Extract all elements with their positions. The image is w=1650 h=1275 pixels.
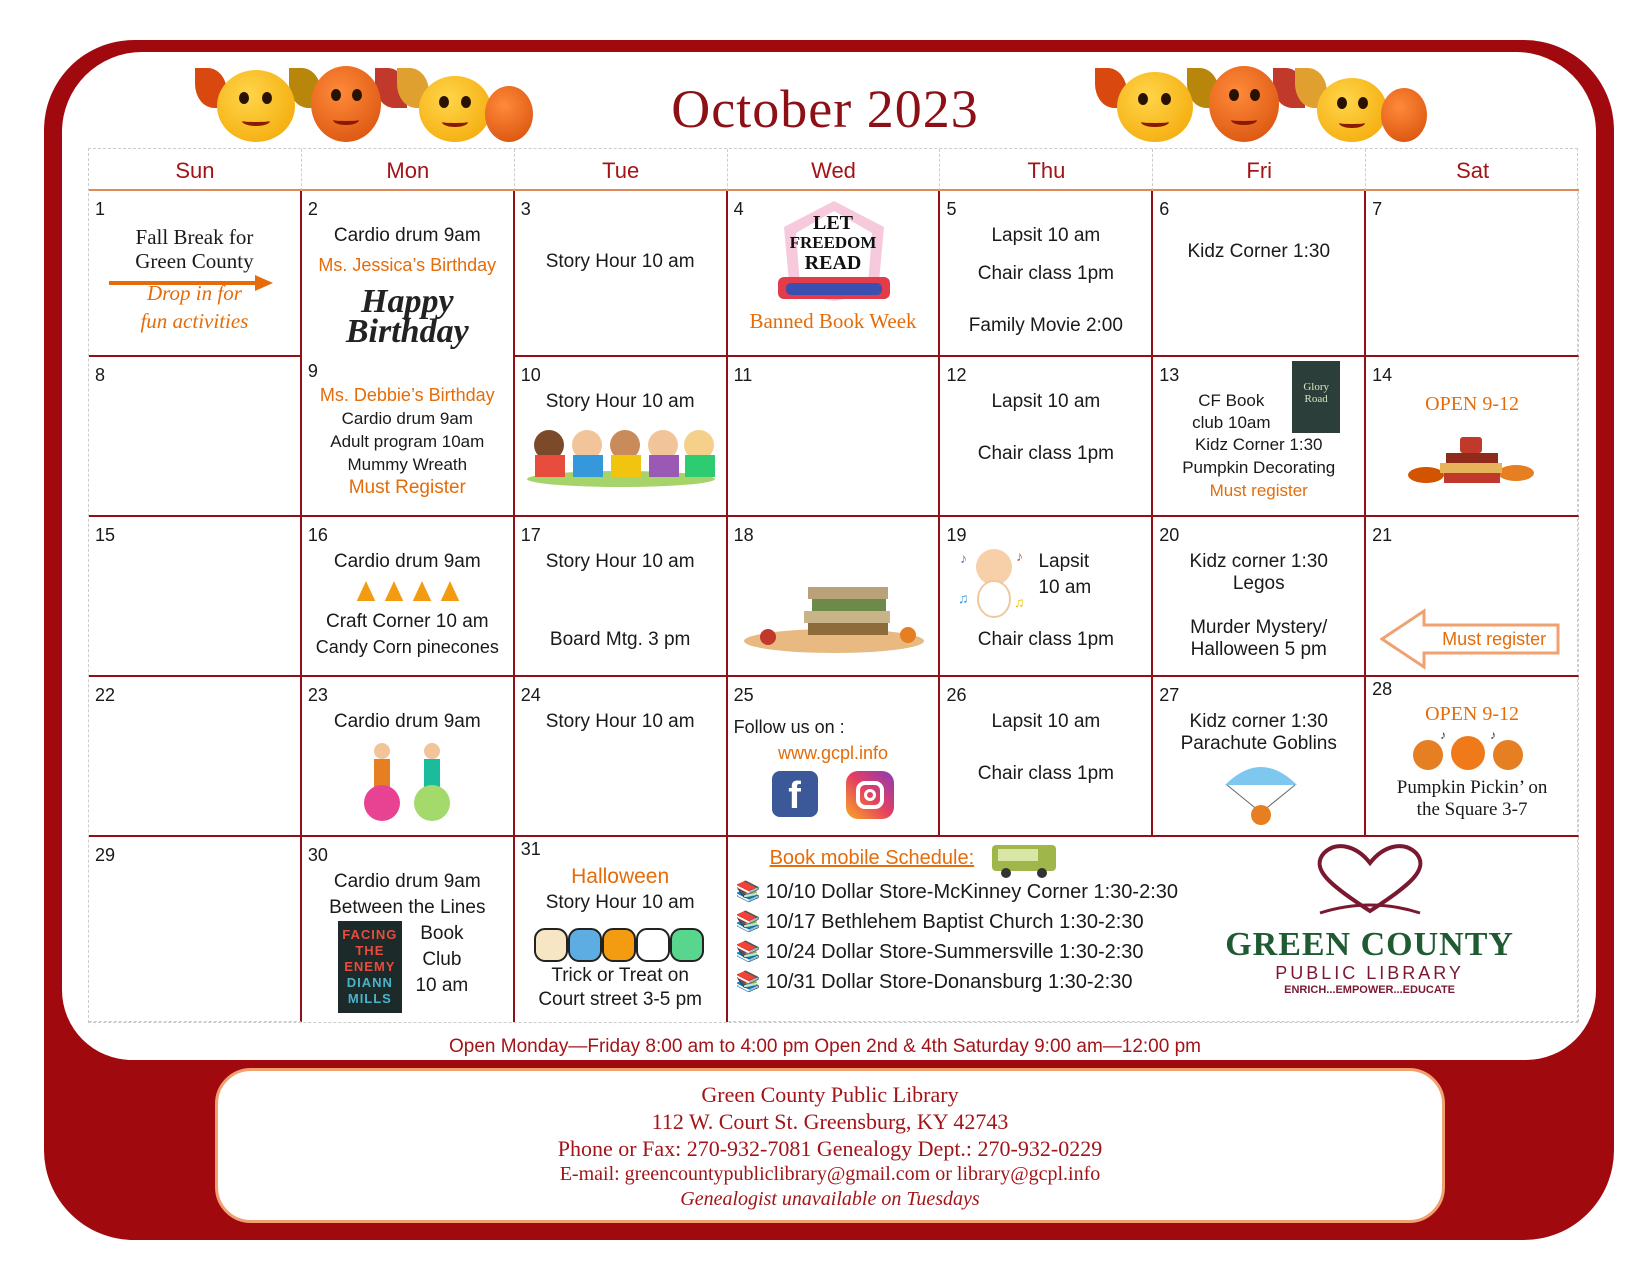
event-text: Cardio drum 9am: [333, 711, 481, 732]
event-text: Kidz corner 1:30: [1189, 551, 1328, 572]
day-cell-16: [302, 517, 515, 677]
day-cell-9: [302, 357, 515, 517]
day-number: 23: [307, 685, 328, 705]
day-cell-4: [728, 191, 941, 357]
event-text: 10 am: [1038, 577, 1092, 598]
event-text: Must Register: [348, 477, 466, 498]
glory-road-book-cover: Glory Road: [1292, 361, 1340, 433]
genealogy-note: Genealogist unavailable on Tuesdays: [680, 1188, 980, 1210]
drum-fitness-illustration: [352, 741, 462, 831]
day-number: 20: [1159, 525, 1180, 545]
facing-the-enemy-book-cover: FACING THE ENEMY DIANN MILLS: [338, 921, 402, 1013]
day-number: 21: [1372, 525, 1393, 545]
event-text: Family Movie 2:00: [968, 315, 1123, 336]
bookmobile-heading: Book mobile Schedule:: [769, 847, 975, 869]
event-text: Kidz corner 1:30: [1189, 711, 1328, 732]
pumpkin-decoration-right: [1095, 62, 1460, 142]
bookmobile-stop: 📚 10/24 Dollar Store-Summersville 1:30-2:30: [736, 937, 1178, 967]
day-cell-19: [940, 517, 1153, 677]
heart-book-logo-icon: [1290, 841, 1450, 923]
event-text: Board Mtg. 3 pm: [549, 629, 691, 650]
day-number: 12: [946, 365, 967, 385]
bookmobile-bus-icon: [990, 841, 1060, 879]
day-cell-20: [1153, 517, 1366, 677]
bookmobile-stop: 📚 10/17 Bethlehem Baptist Church 1:30-2:30: [736, 907, 1178, 937]
day-cell-2: [302, 191, 515, 357]
event-text: Story Hour 10 am: [545, 892, 695, 913]
event-text: club 10am: [1192, 413, 1271, 432]
day-cell-13: [1153, 357, 1366, 517]
svg-text:♫: ♫: [1014, 594, 1025, 610]
day-number: 28: [1372, 679, 1393, 699]
event-text: Cardio drum 9am: [333, 551, 481, 572]
facebook-icon[interactable]: f: [772, 771, 818, 817]
day-cell-23: [302, 677, 515, 837]
kids-reading-illustration: [525, 421, 717, 487]
event-text: Drop in for: [146, 281, 242, 305]
day-number: 7: [1372, 199, 1383, 219]
event-text: Parachute Goblins: [1180, 733, 1337, 754]
calendar-title: October 2023: [671, 79, 979, 139]
day-cell-1: [89, 191, 302, 357]
event-text: Chair class 1pm: [977, 263, 1114, 284]
parachute-goblin-illustration: [1221, 759, 1301, 833]
event-text: OPEN 9-12: [1425, 393, 1520, 415]
event-text: OPEN 9-12: [1425, 703, 1520, 725]
event-text: Pumpkin Pickin’ on: [1396, 777, 1548, 798]
day-cell-8: [89, 357, 302, 517]
day-cell-17: [515, 517, 728, 677]
day-header-sat: Sat: [1366, 149, 1579, 191]
event-text: fun activities: [140, 309, 249, 333]
svg-text:♪: ♪: [1440, 729, 1447, 742]
bookmobile-stop: 📚 10/10 Dollar Store-McKinney Corner 1:30-2:30: [736, 877, 1178, 907]
event-text: Lapsit 10 am: [991, 711, 1101, 732]
svg-text:♪: ♪: [1490, 729, 1497, 742]
event-text: the Square 3-7: [1416, 799, 1528, 820]
autumn-books-tea-illustration: [1406, 425, 1536, 499]
day-number: 2: [307, 199, 318, 219]
baby-music-illustration: [958, 543, 1028, 623]
day-cell-10: [515, 357, 728, 517]
day-cell-5: [940, 191, 1153, 357]
day-header-fri: Fri: [1153, 149, 1366, 191]
day-number: 18: [733, 525, 754, 545]
day-number: 15: [95, 525, 116, 545]
day-header-tue: Tue: [515, 149, 728, 191]
day-number: 26: [946, 685, 967, 705]
day-number: 24: [520, 685, 541, 705]
day-cell-24: [515, 677, 728, 837]
day-cell-31: [515, 837, 728, 1022]
event-text: Legos: [1232, 573, 1285, 594]
bookmobile-stop: 📚 10/31 Dollar Store-Donansburg 1:30-2:30: [736, 967, 1178, 997]
day-header-mon: Mon: [302, 149, 515, 191]
day-cell-25: [728, 677, 941, 837]
event-text: Court street 3-5 pm: [538, 989, 702, 1010]
event-text: Lapsit: [1038, 551, 1090, 572]
day-cell-3: [515, 191, 728, 357]
day-number: 14: [1372, 365, 1393, 385]
event-text: Must register: [1209, 481, 1308, 500]
day-number: 13: [1159, 365, 1180, 385]
opening-hours: Open Monday—Friday 8:00 am to 4:00 pm Open 2nd & 4th Saturday 9:00 am—12:00 pm: [449, 1036, 1201, 1057]
day-number: 9: [307, 361, 318, 381]
contact-box: [215, 1068, 1445, 1223]
day-number: 16: [307, 525, 328, 545]
bookmobile-panel: [728, 837, 1579, 1022]
let-freedom-read-text: LET FREEDOM READ: [789, 212, 877, 274]
day-number: 27: [1159, 685, 1180, 705]
book-stack-icon: 📚: [735, 881, 761, 903]
day-cell-29: [89, 837, 302, 1022]
event-text: Banned Book Week: [749, 309, 917, 333]
day-number: 4: [733, 199, 744, 219]
event-text: Story Hour 10 am: [545, 391, 695, 412]
day-cell-22: [89, 677, 302, 837]
library-email[interactable]: E-mail: greencountypubliclibrary@gmail.com or library@gcpl.info: [559, 1163, 1101, 1185]
day-number: 3: [520, 199, 531, 219]
autumn-book-stack-illustration: [738, 575, 930, 655]
library-name: Green County Public Library: [701, 1082, 959, 1107]
event-text: Adult program 10am: [330, 432, 485, 451]
event-text: Kidz Corner 1:30: [1194, 435, 1323, 454]
event-text: Murder Mystery/: [1190, 617, 1328, 638]
day-header-thu: Thu: [940, 149, 1153, 191]
day-cell-12: [940, 357, 1153, 517]
day-cell-26: [940, 677, 1153, 837]
event-text: Between the Lines: [329, 897, 486, 918]
svg-text:♪: ♪: [960, 550, 968, 566]
day-number: 11: [733, 365, 753, 385]
event-text: Trick or Treat on: [551, 965, 689, 986]
event-text: Chair class 1pm: [977, 763, 1114, 784]
must-register-label: Must register: [1442, 629, 1547, 649]
day-number: 29: [95, 845, 116, 865]
day-number: 30: [307, 845, 328, 865]
day-number: 8: [95, 365, 106, 385]
candy-corn-icon: [350, 577, 466, 609]
pumpkin-decoration-left: [195, 62, 560, 142]
day-cell-11: [728, 357, 941, 517]
event-text: Cardio drum 9am: [341, 409, 473, 428]
day-header-wed: Wed: [728, 149, 941, 191]
event-text: Lapsit 10 am: [991, 391, 1101, 412]
event-text: Halloween: [571, 865, 670, 888]
day-cell-27: [1153, 677, 1366, 837]
event-text: Green County: [135, 249, 254, 273]
library-address: 112 W. Court St. Greensburg, KY 42743: [651, 1109, 1009, 1134]
event-text: Chair class 1pm: [977, 629, 1114, 650]
event-text: Mummy Wreath: [347, 455, 468, 474]
day-number: 31: [520, 839, 541, 859]
happy-birthday-art: Happy Birthday: [345, 283, 469, 350]
library-phone: Phone or Fax: 270-932-7081 Genealogy Dept.: 270-932-0229: [557, 1136, 1103, 1161]
day-number: 25: [733, 685, 754, 705]
event-text: Story Hour 10 am: [545, 251, 695, 272]
calendar-grid: [88, 148, 1578, 1023]
instagram-icon[interactable]: [846, 771, 894, 819]
event-text: Book: [420, 923, 464, 944]
day-cell-28: [1366, 677, 1579, 837]
event-text: Pumpkin Decorating: [1182, 458, 1336, 477]
book-stack-icon: 📚: [735, 971, 761, 993]
day-number: 10: [520, 365, 541, 385]
day-number: 17: [520, 525, 541, 545]
event-text: Chair class 1pm: [977, 443, 1114, 464]
website-link[interactable]: www.gcpl.info: [777, 743, 889, 763]
day-number: 6: [1159, 199, 1170, 219]
book-stack-icon: 📚: [735, 911, 761, 933]
svg-text:♪: ♪: [1016, 548, 1024, 564]
event-text: Lapsit 10 am: [991, 225, 1101, 246]
day-number: 1: [95, 199, 106, 219]
event-text: Kidz Corner 1:30: [1187, 241, 1331, 262]
event-text: Candy Corn pinecones: [315, 637, 499, 657]
day-number: 5: [946, 199, 957, 219]
day-cell-14: [1366, 357, 1579, 517]
event-text: Ms. Jessica’s Birthday: [318, 255, 497, 275]
day-number: 19: [946, 525, 967, 545]
event-text: Follow us on :: [733, 717, 845, 737]
day-cell-6: [1153, 191, 1366, 357]
event-text: Story Hour 10 am: [545, 711, 695, 732]
event-text: Fall Break for: [135, 225, 254, 249]
event-text: Club: [422, 949, 462, 970]
event-text: Cardio drum 9am: [333, 225, 481, 246]
day-header-sun: Sun: [89, 149, 302, 191]
event-text: Cardio drum 9am: [333, 871, 481, 892]
day-cell-30: [302, 837, 515, 1022]
day-cell-18: [728, 517, 941, 677]
day-cell-15: [89, 517, 302, 677]
event-text: Craft Corner 10 am: [325, 611, 489, 632]
day-cell-7: [1366, 191, 1579, 357]
day-number: 22: [95, 685, 116, 705]
bookmobile-stop-list: [736, 877, 1178, 997]
library-logo: GREEN COUNTY PUBLIC LIBRARY ENRICH...EMPOWER...EDUCATE: [1220, 841, 1520, 996]
day-cell-21: [1366, 517, 1579, 677]
event-text: 10 am: [415, 975, 469, 996]
event-text: Ms. Debbie’s Birthday: [319, 385, 495, 405]
trick-or-treat-buckets-illustration: [533, 921, 709, 965]
svg-text:♫: ♫: [958, 590, 969, 606]
event-text: CF Book: [1198, 391, 1265, 410]
event-text: Halloween 5 pm: [1190, 639, 1327, 660]
singing-pumpkins-illustration: [1410, 729, 1530, 771]
event-text: Story Hour 10 am: [545, 551, 695, 572]
book-stack-icon: 📚: [735, 941, 761, 963]
